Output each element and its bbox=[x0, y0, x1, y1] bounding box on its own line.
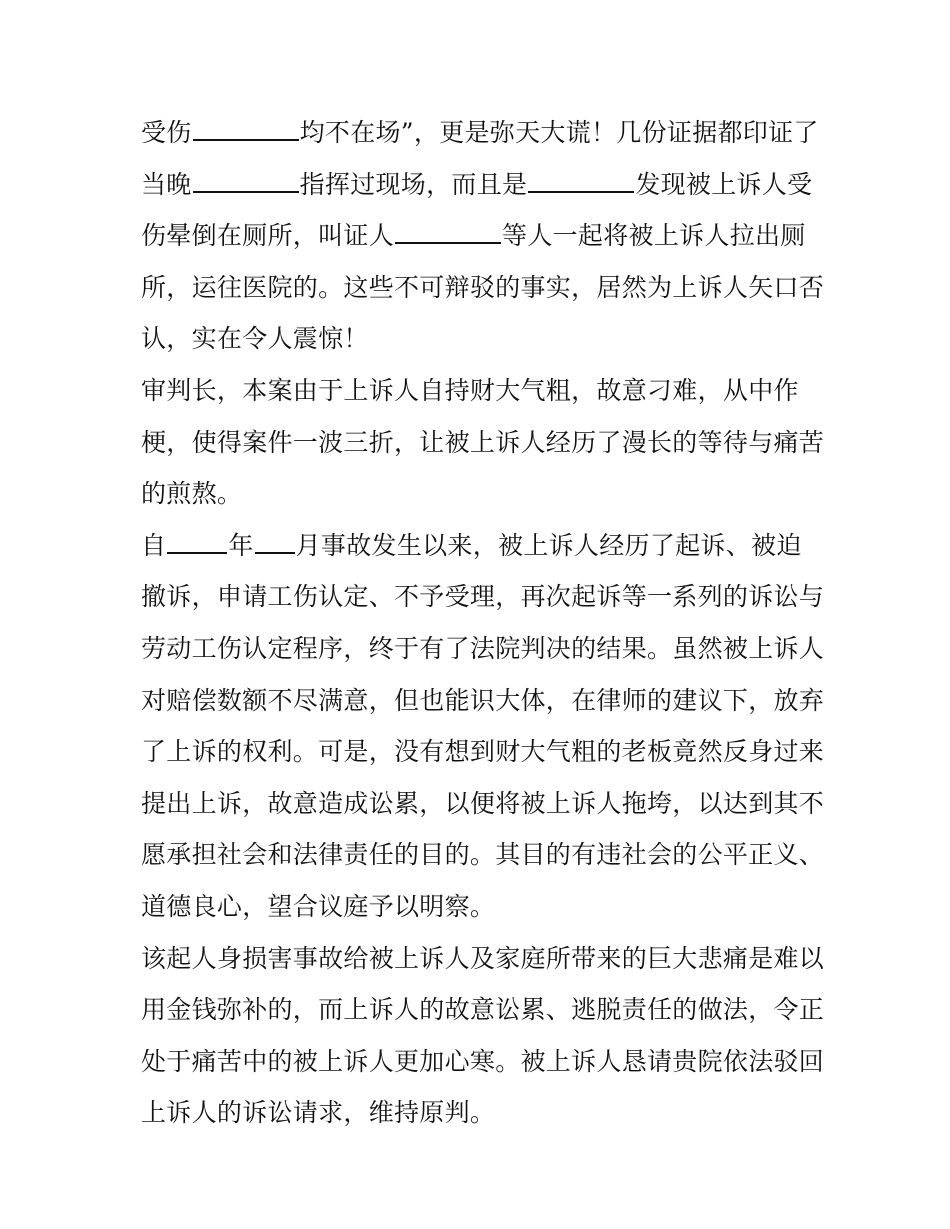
text-segment: 对赔偿数额不尽满意，但也能识大体，在律师的建议下，放弃 bbox=[141, 685, 825, 715]
text-segment: 用金钱弥补的，而上诉人的故意讼累、逃脱责任的做法，令正 bbox=[141, 995, 825, 1025]
text-segment: 所，运往医院的。这些不可辩驳的事实，居然为上诉人矢口否 bbox=[141, 272, 825, 302]
text-segment: 的煎熬。 bbox=[141, 479, 243, 509]
text-line bbox=[141, 417, 825, 469]
text-line bbox=[141, 365, 821, 417]
text-line bbox=[141, 623, 825, 675]
text-segment: 梗，使得案件一波三折，让被上诉人经历了漫长的等待与痛苦 bbox=[141, 427, 825, 457]
paragraph-1 bbox=[141, 107, 825, 365]
fill-in-blank bbox=[193, 115, 299, 141]
text-line bbox=[141, 984, 825, 1036]
text-segment: 劳动工伤认定程序，终于有了法院判决的结果。虽然被上诉人 bbox=[141, 633, 825, 663]
paragraph-4 bbox=[141, 933, 825, 1139]
text-segment: 自 bbox=[141, 530, 167, 560]
text-segment: 均不在场”，更是弥天大谎！几份证据都印证了 bbox=[299, 118, 819, 147]
fill-in-blank bbox=[395, 218, 501, 244]
text-line bbox=[141, 571, 825, 623]
text-line bbox=[141, 675, 825, 727]
text-segment: 处于痛苦中的被上诉人更加心寒。被上诉人恳请贵院依法驳回 bbox=[141, 1046, 825, 1076]
text-segment: 撤诉，申请工伤认定、不予受理，再次起诉等一系列的诉讼与 bbox=[141, 582, 825, 612]
text-segment: 上诉人的诉讼请求，维持原判。 bbox=[141, 1098, 496, 1128]
document-body bbox=[141, 107, 825, 1139]
text-segment: 月事故发生以来，被上诉人经历了起诉、被迫 bbox=[295, 530, 802, 560]
fill-in-blank bbox=[167, 528, 227, 554]
text-line bbox=[141, 159, 821, 211]
text-segment: 道德良心，望合议庭予以明察。 bbox=[141, 891, 496, 921]
text-line bbox=[141, 107, 821, 159]
fill-in-blank bbox=[528, 167, 634, 193]
text-segment: 认，实在令人震惊！ bbox=[141, 324, 369, 354]
text-line bbox=[141, 210, 821, 262]
text-segment: 提出上诉，故意造成讼累，以便将被上诉人拖垮，以达到其不 bbox=[141, 788, 825, 818]
text-segment: 了上诉的权利。可是，没有想到财大气粗的老板竟然反身过来 bbox=[141, 737, 825, 767]
text-line bbox=[141, 881, 821, 933]
text-segment: 该起人身损害事故给被上诉人及家庭所带来的巨大悲痛是难以 bbox=[141, 943, 825, 973]
text-segment: 愿承担社会和法律责任的目的。其目的有违社会的公平正义、 bbox=[141, 840, 825, 870]
text-line bbox=[141, 468, 821, 520]
fill-in-blank bbox=[255, 528, 295, 554]
text-segment: 受伤 bbox=[141, 118, 192, 147]
text-line bbox=[141, 933, 825, 985]
text-line bbox=[141, 313, 821, 365]
text-segment: 伤晕倒在厕所，叫证人 bbox=[141, 221, 395, 251]
text-segment: 指挥过现场，而且是 bbox=[299, 169, 528, 199]
text-line bbox=[141, 829, 825, 881]
paragraph-3 bbox=[141, 520, 825, 933]
text-segment: 年 bbox=[228, 530, 254, 560]
text-line bbox=[141, 1087, 821, 1139]
text-line bbox=[141, 520, 821, 572]
text-segment: 等人一起将被上诉人拉出厕 bbox=[502, 221, 806, 251]
text-line bbox=[141, 778, 825, 830]
fill-in-blank bbox=[193, 167, 299, 193]
paragraph-2 bbox=[141, 365, 825, 520]
text-line bbox=[141, 726, 825, 778]
text-segment: 当晚 bbox=[141, 169, 192, 199]
text-line bbox=[141, 1036, 825, 1088]
text-line bbox=[141, 262, 825, 314]
text-segment: 发现被上诉人受 bbox=[635, 169, 813, 199]
text-segment: 审判长，本案由于上诉人自持财大气粗，故意刁难，从中作 bbox=[141, 375, 799, 405]
